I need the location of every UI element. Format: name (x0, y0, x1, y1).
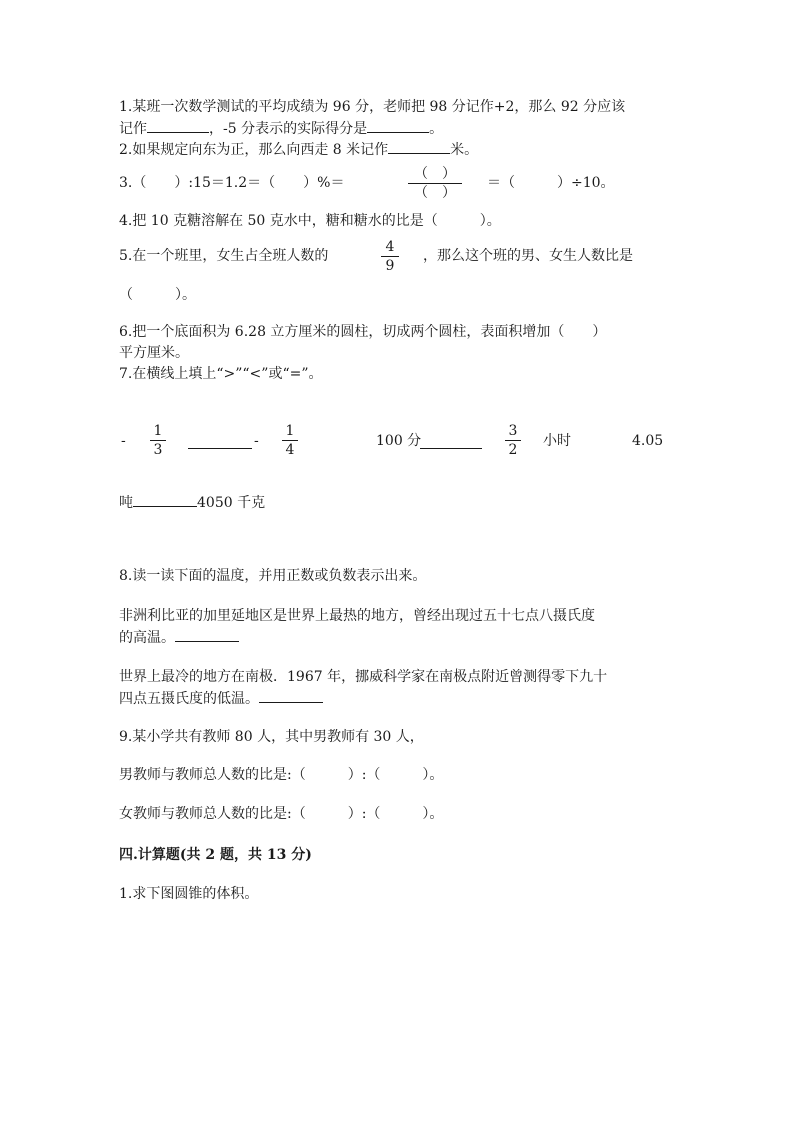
q7-instruction: 7.在横线上填上“>”“<”或“=”。 (119, 366, 323, 382)
q8-para2-text: 四点五摄氏度的低温。 (119, 691, 259, 707)
q7-fraction-one-third (150, 422, 166, 459)
q7-compare-blank-1[interactable] (188, 432, 252, 449)
q1-text-b: ，-5 分表示的实际得分是 (209, 121, 368, 137)
q8-para1-line2 (119, 627, 239, 648)
q8-para1-text: 的高温。 (119, 630, 175, 646)
q5-text-a: 5.在一个班里，女生占全班人数的 (119, 248, 329, 264)
q7-minus-sign-1: - (121, 433, 126, 449)
q8-instruction: 8.读一读下面的温度，并用正数或负数表示出来。 (119, 568, 427, 584)
q8-para2-line1: 世界上最冷的地方在南极．1967 年，挪威科学家在南极点附近曾测得零下九十 (119, 669, 608, 685)
q2-text-a: 2.如果规定向东为正，那么向西走 8 米记作 (119, 142, 389, 158)
section4-heading: 四.计算题(共 2 题，共 13 分) (119, 847, 312, 863)
q1-line2 (119, 118, 443, 139)
q8-answer-blank-1[interactable] (175, 627, 239, 642)
q3-text-b: ＝（ ）÷10。 (487, 175, 615, 191)
q5-fraction-denominator: 9 (385, 258, 395, 274)
q7-item3-line (119, 492, 265, 513)
q7-fraction-1-numerator: 1 (153, 423, 163, 439)
q7-fraction-3-denominator: 2 (508, 442, 518, 458)
q7-fraction-2-denominator: 4 (285, 442, 295, 458)
q1-answer-blank-2[interactable] (367, 118, 429, 133)
q7-compare-blank-3[interactable] (133, 492, 197, 507)
q1-answer-blank-1[interactable] (147, 118, 209, 133)
q5-answer-line: （ ）。 (119, 287, 196, 303)
q7-item2-text-b: 小时 (543, 433, 571, 449)
q7-fraction-three-halves (505, 422, 521, 459)
q5-fraction (381, 238, 399, 275)
q1-text-c: 。 (429, 121, 444, 137)
q7-item3-text-c: 4050 千克 (197, 495, 266, 511)
q7-minus-sign-2: - (254, 433, 259, 449)
q3-fraction (408, 165, 462, 202)
q6-line2: 平方厘米。 (119, 345, 189, 361)
q2-answer-blank[interactable] (388, 139, 450, 154)
q2-text-b: 米。 (450, 142, 479, 158)
q9-ratio-female: 女教师与教师总人数的比是:（ ）:（ ）。 (119, 806, 444, 822)
q8-answer-blank-2[interactable] (259, 688, 323, 703)
q7-item2-text-a: 100 分 (376, 433, 422, 449)
section4-q1: 1.求下图圆锥的体积。 (119, 886, 259, 902)
q7-fraction-one-quarter (282, 422, 298, 459)
q5-text-b: ，那么这个班的男、女生人数比是 (423, 248, 633, 264)
q3-text-a: 3.（ ）:15＝1.2＝（ ）%＝ (119, 175, 345, 191)
q9-ratio-male: 男教师与教师总人数的比是:（ ）:（ ）。 (119, 767, 444, 783)
q4-line: 4.把 10 克糖溶解在 50 克水中，糖和糖水的比是（ ）。 (119, 213, 501, 229)
q7-compare-blank-2[interactable] (420, 432, 482, 449)
q7-fraction-2-numerator: 1 (285, 423, 295, 439)
q7-fraction-1-denominator: 3 (153, 442, 163, 458)
q7-fraction-3-numerator: 3 (508, 423, 518, 439)
q8-para1-line1: 非洲利比亚的加里延地区是世界上最热的地方，曾经出现过五十七点八摄氏度 (119, 608, 595, 624)
q3-fraction-denominator[interactable]: （ ） (414, 185, 456, 201)
q3-fraction-numerator[interactable]: （ ） (414, 166, 456, 182)
q2-line (119, 139, 478, 160)
q8-para2-line2 (119, 688, 323, 709)
q6-line1: 6.把一个底面积为 6.28 立方厘米的圆柱，切成两个圆柱，表面积增加（ ） (119, 324, 607, 340)
q5-fraction-numerator: 4 (385, 239, 395, 255)
q7-item3-text-b: 吨 (119, 495, 133, 511)
q7-item3-text-a: 4.05 (632, 433, 664, 449)
q1-line1: 1.某班一次数学测试的平均成绩为 96 分，老师把 98 分记作+2，那么 92 分应该 (119, 99, 626, 115)
q9-intro: 9.某小学共有教师 80 人，其中男教师有 30 人， (119, 729, 424, 745)
q1-text-a: 记作 (119, 121, 147, 137)
